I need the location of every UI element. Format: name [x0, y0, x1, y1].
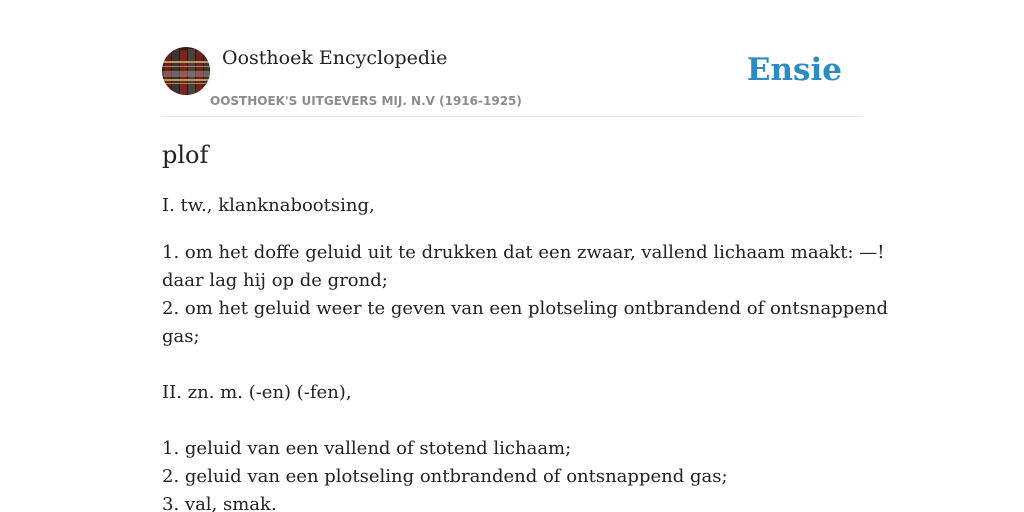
book-spines-icon: [162, 47, 210, 95]
section-2-heading: [162, 379, 852, 407]
site-title[interactable]: Oosthoek Encyclopedie: [222, 47, 448, 69]
publication-avatar[interactable]: [162, 47, 210, 95]
section-heading-text: II. zn. m. (-en) (-fen),: [162, 382, 352, 403]
definition-line: 1. geluid van een vallend of stotend lichaam;: [162, 438, 572, 459]
headword: plof: [162, 141, 209, 169]
site-header: [162, 0, 862, 117]
definition-line: 1. om het doffe geluid uit te drukken dat een zwaar, vallend lichaam maakt: —!: [162, 242, 885, 263]
definition-line: daar lag hij op de grond;: [162, 270, 388, 291]
section-heading-text: I. tw., klanknabootsing,: [162, 195, 375, 216]
section-1-heading: [162, 192, 852, 220]
definition-line: 2. om het geluid weer te geven van een plotseling ontbrandend of ontsnappend: [162, 298, 889, 319]
definition-line: 2. geluid van een plotseling ontbrandend of ontsnappend gas;: [162, 466, 728, 487]
definition-line: gas;: [162, 326, 200, 347]
brand-logo[interactable]: Ensie: [746, 52, 842, 88]
section-1-definitions: [162, 239, 889, 351]
definition-line: 3. val, smak.: [162, 494, 277, 512]
site-subtitle: OOSTHOEK'S UITGEVERS MIJ. N.V (1916-1925): [210, 94, 522, 108]
section-2-definitions: [162, 435, 852, 512]
